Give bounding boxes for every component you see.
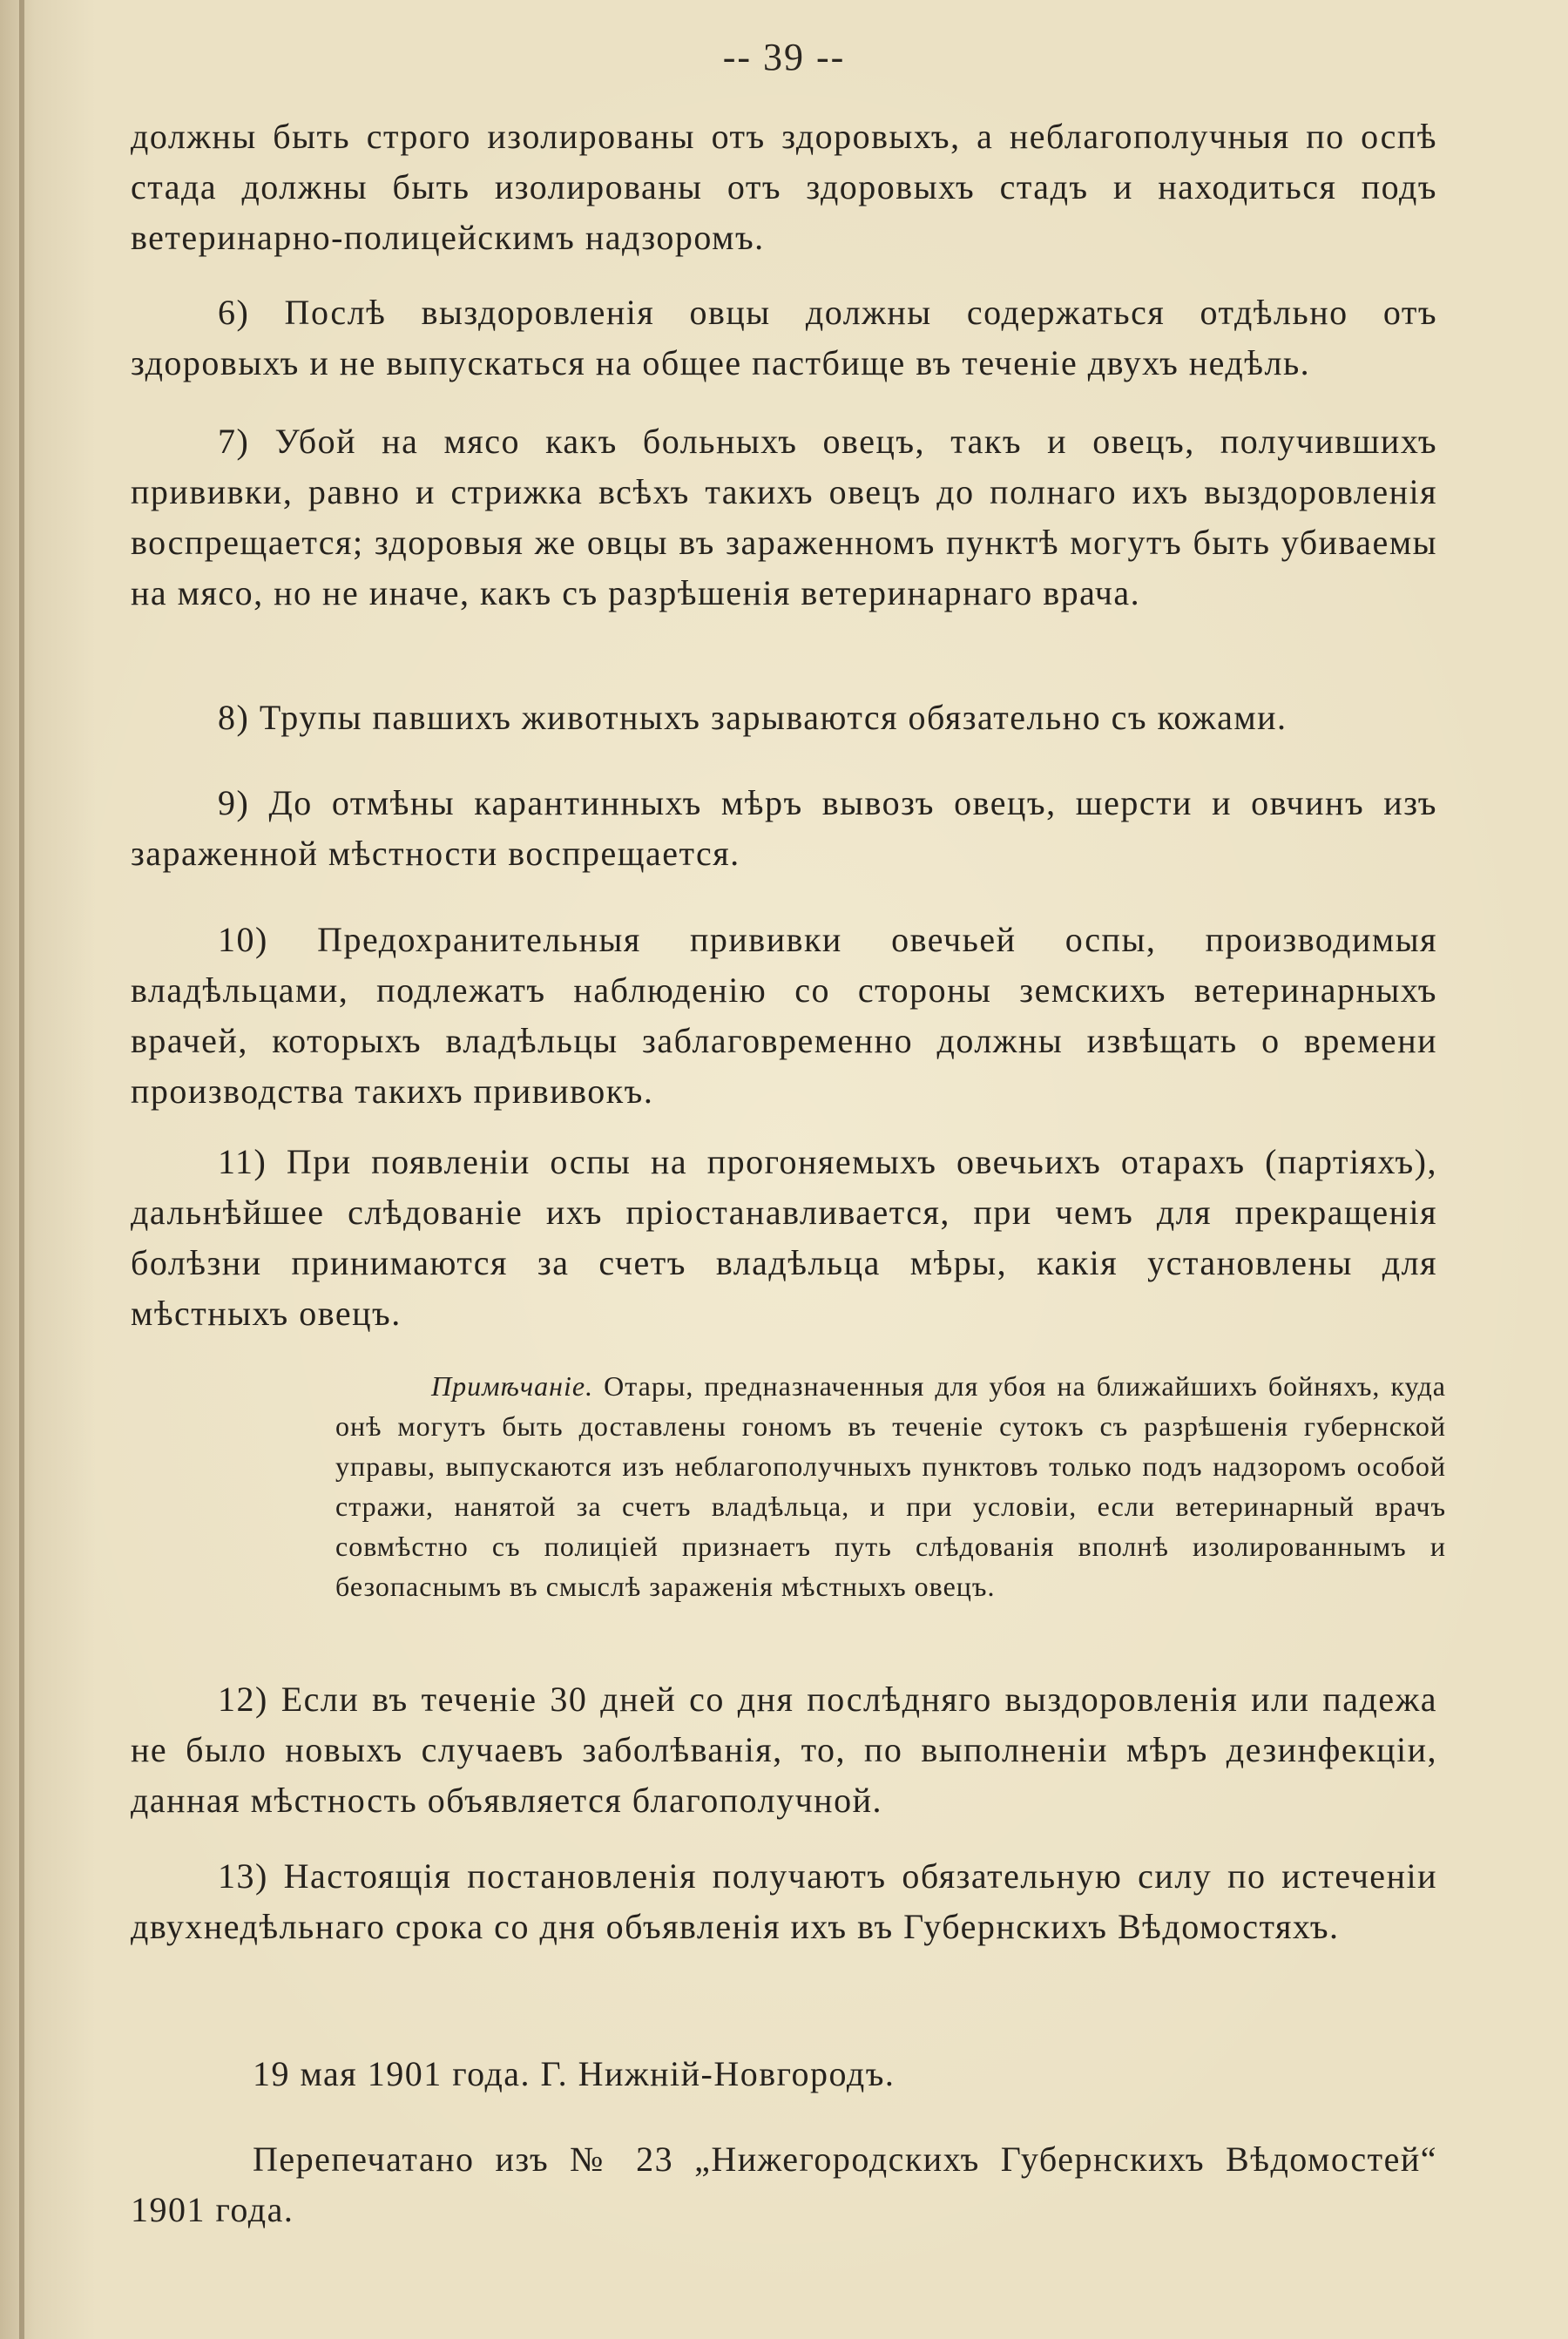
paragraph-11: 11) При появленіи оспы на прогоняемыхъ овечьихъ отарахъ (партіяхъ), дальнѣйшее слѣдованіе ихъ пріостанавливается, при чемъ для прекращенія болѣзни принимаются за счетъ владѣльца мѣры, какія установлены для мѣстныхъ овецъ. <box>131 1142 1437 1333</box>
page-gutter-shadow <box>19 0 24 2339</box>
note-title: Примѣчаніе. <box>431 1370 594 1402</box>
paragraph-10: 10) Предохранительныя прививки овечьей оспы, производимыя владѣльцами, подлежатъ наблюденію со стороны земскихъ ветеринарныхъ врачей, которыхъ владѣльцы заблаговременно должны извѣщать о времени производства такихъ прививокъ. <box>131 920 1437 1111</box>
paragraph-9: 9) До отмѣны карантинныхъ мѣръ вывозъ овецъ, шерсти и овчинъ изъ зараженной мѣстности воспрещается. <box>131 783 1437 873</box>
paragraph-13: 13) Настоящія постановленія получаютъ обязательную силу по истеченіи двухнедѣльнаго срока со дня объявленія ихъ въ Губернскихъ Вѣдомостяхъ. <box>131 1856 1437 1946</box>
date-place-line: 19 мая 1901 года. Г. Нижній-Новгородъ. <box>253 2054 896 2093</box>
page-number: -- 39 -- <box>722 36 846 78</box>
note-body: Отары, предназначенныя для убоя на ближайшихъ бойняхъ, куда онѣ могутъ быть доставлены гономъ въ теченіе сутокъ съ разрѣшенія губернской управы, выпускаются изъ неблагополучныхъ пунктовъ только подъ надзоромъ особой стражи, нанятой за счетъ владѣльца, и при условіи, если ветеринарный врачъ совмѣстно съ полиціей признаетъ путь слѣдованія вполнѣ изолированнымъ и безопаснымъ въ смыслѣ зараженія мѣстныхъ овецъ. <box>335 1370 1447 1602</box>
paragraph-8: 8) Трупы павшихъ животныхъ зарываются обязательно съ кожами. <box>218 698 1288 737</box>
paragraph-12: 12) Если въ теченіе 30 дней со дня послѣдняго выздоровленія или падежа не было новыхъ случаевъ заболѣванія, то, по выполненіи мѣръ дезинфекціи, данная мѣстность объявляется благополучной. <box>131 1680 1437 1820</box>
paragraph-intro: должны быть строго изолированы отъ здоровыхъ, а неблагополучныя по оспѣ стада должны быть изолированы отъ здоровыхъ стадъ и находиться подъ ветеринарно-полицейскимъ надзоромъ. <box>131 117 1437 257</box>
paragraph-6: 6) Послѣ выздоровленія овцы должны содержаться отдѣльно отъ здоровыхъ и не выпускаться на общее пастбище въ теченіе двухъ недѣль. <box>131 293 1437 382</box>
note-block <box>335 1366 1446 1606</box>
paragraph-7: 7) Убой на мясо какъ больныхъ овецъ, такъ и овецъ, получившихъ прививки, равно и стрижка всѣхъ такихъ овецъ до полнаго ихъ выздоровленія воспрещается; здоровыя же овцы въ зараженномъ пунктѣ могутъ быть убиваемы на мясо, но не иначе, какъ съ разрѣшенія ветеринарнаго врача. <box>131 422 1437 612</box>
reprint-note: Перепечатано изъ № 23 „Нижегородскихъ Губернскихъ Вѣдомостей“ 1901 года. <box>131 2140 1437 2229</box>
